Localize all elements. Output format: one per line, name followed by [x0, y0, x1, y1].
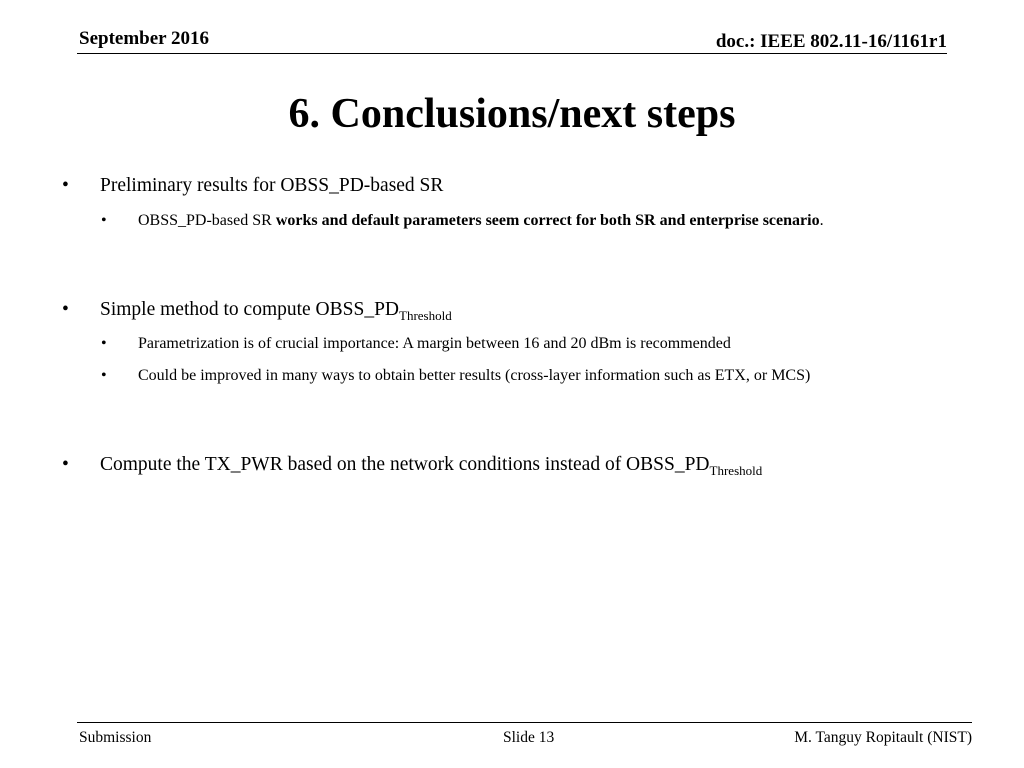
sub-bullet-suffix: . [819, 212, 824, 229]
bullet-subscript: Threshold [709, 463, 763, 478]
sub-bullet-text [138, 211, 931, 230]
sub-bullet-text: Parametrization is of crucial importance: A margin between 16 and 20 dBm is recommended [138, 335, 731, 352]
footer-submission: Submission [79, 729, 152, 746]
bullet-main-text: Simple method to compute OBSS_PD [100, 299, 400, 320]
bullet-subscript: Threshold [399, 308, 452, 323]
header-date: September 2016 [79, 28, 209, 49]
bullet-dot: • [62, 175, 69, 196]
sub-bullet-obss-pd-works [101, 211, 931, 230]
sub-bullet-dot: • [101, 212, 107, 229]
bullet-dot: • [62, 454, 69, 475]
header-divider [77, 53, 947, 54]
slide-title: 6. Conclusions/next steps [288, 91, 736, 137]
sub-bullet-parametrization [101, 334, 931, 353]
sub-bullet-could-be-improved [101, 366, 931, 385]
sub-bullet-dot: • [101, 335, 107, 352]
footer-divider [77, 722, 972, 723]
header-doc-id: doc.: IEEE 802.11-16/1161r1 [715, 31, 947, 52]
footer-slide-number: Slide 13 [503, 729, 555, 746]
footer-author: M. Tanguy Ropitault (NIST) [794, 729, 972, 746]
bullet-main-text: Compute the TX_PWR based on the network conditions instead of OBSS_PD [100, 454, 710, 475]
bullet-text: Preliminary results for OBSS_PD-based SR [100, 175, 444, 196]
sub-bullet-text: Could be improved in many ways to obtain better results (cross-layer information such as ETX, or MCS) [138, 367, 811, 384]
sub-bullet-bold-text: works and default parameters seem correct for both SR and enterprise scenario [275, 212, 820, 229]
sub-bullet-dot: • [101, 367, 107, 384]
sub-bullet-prefix: OBSS_PD-based SR [138, 212, 276, 229]
bullet-text [100, 298, 452, 322]
bullet-dot: • [62, 299, 69, 320]
bullet-text [100, 453, 762, 477]
